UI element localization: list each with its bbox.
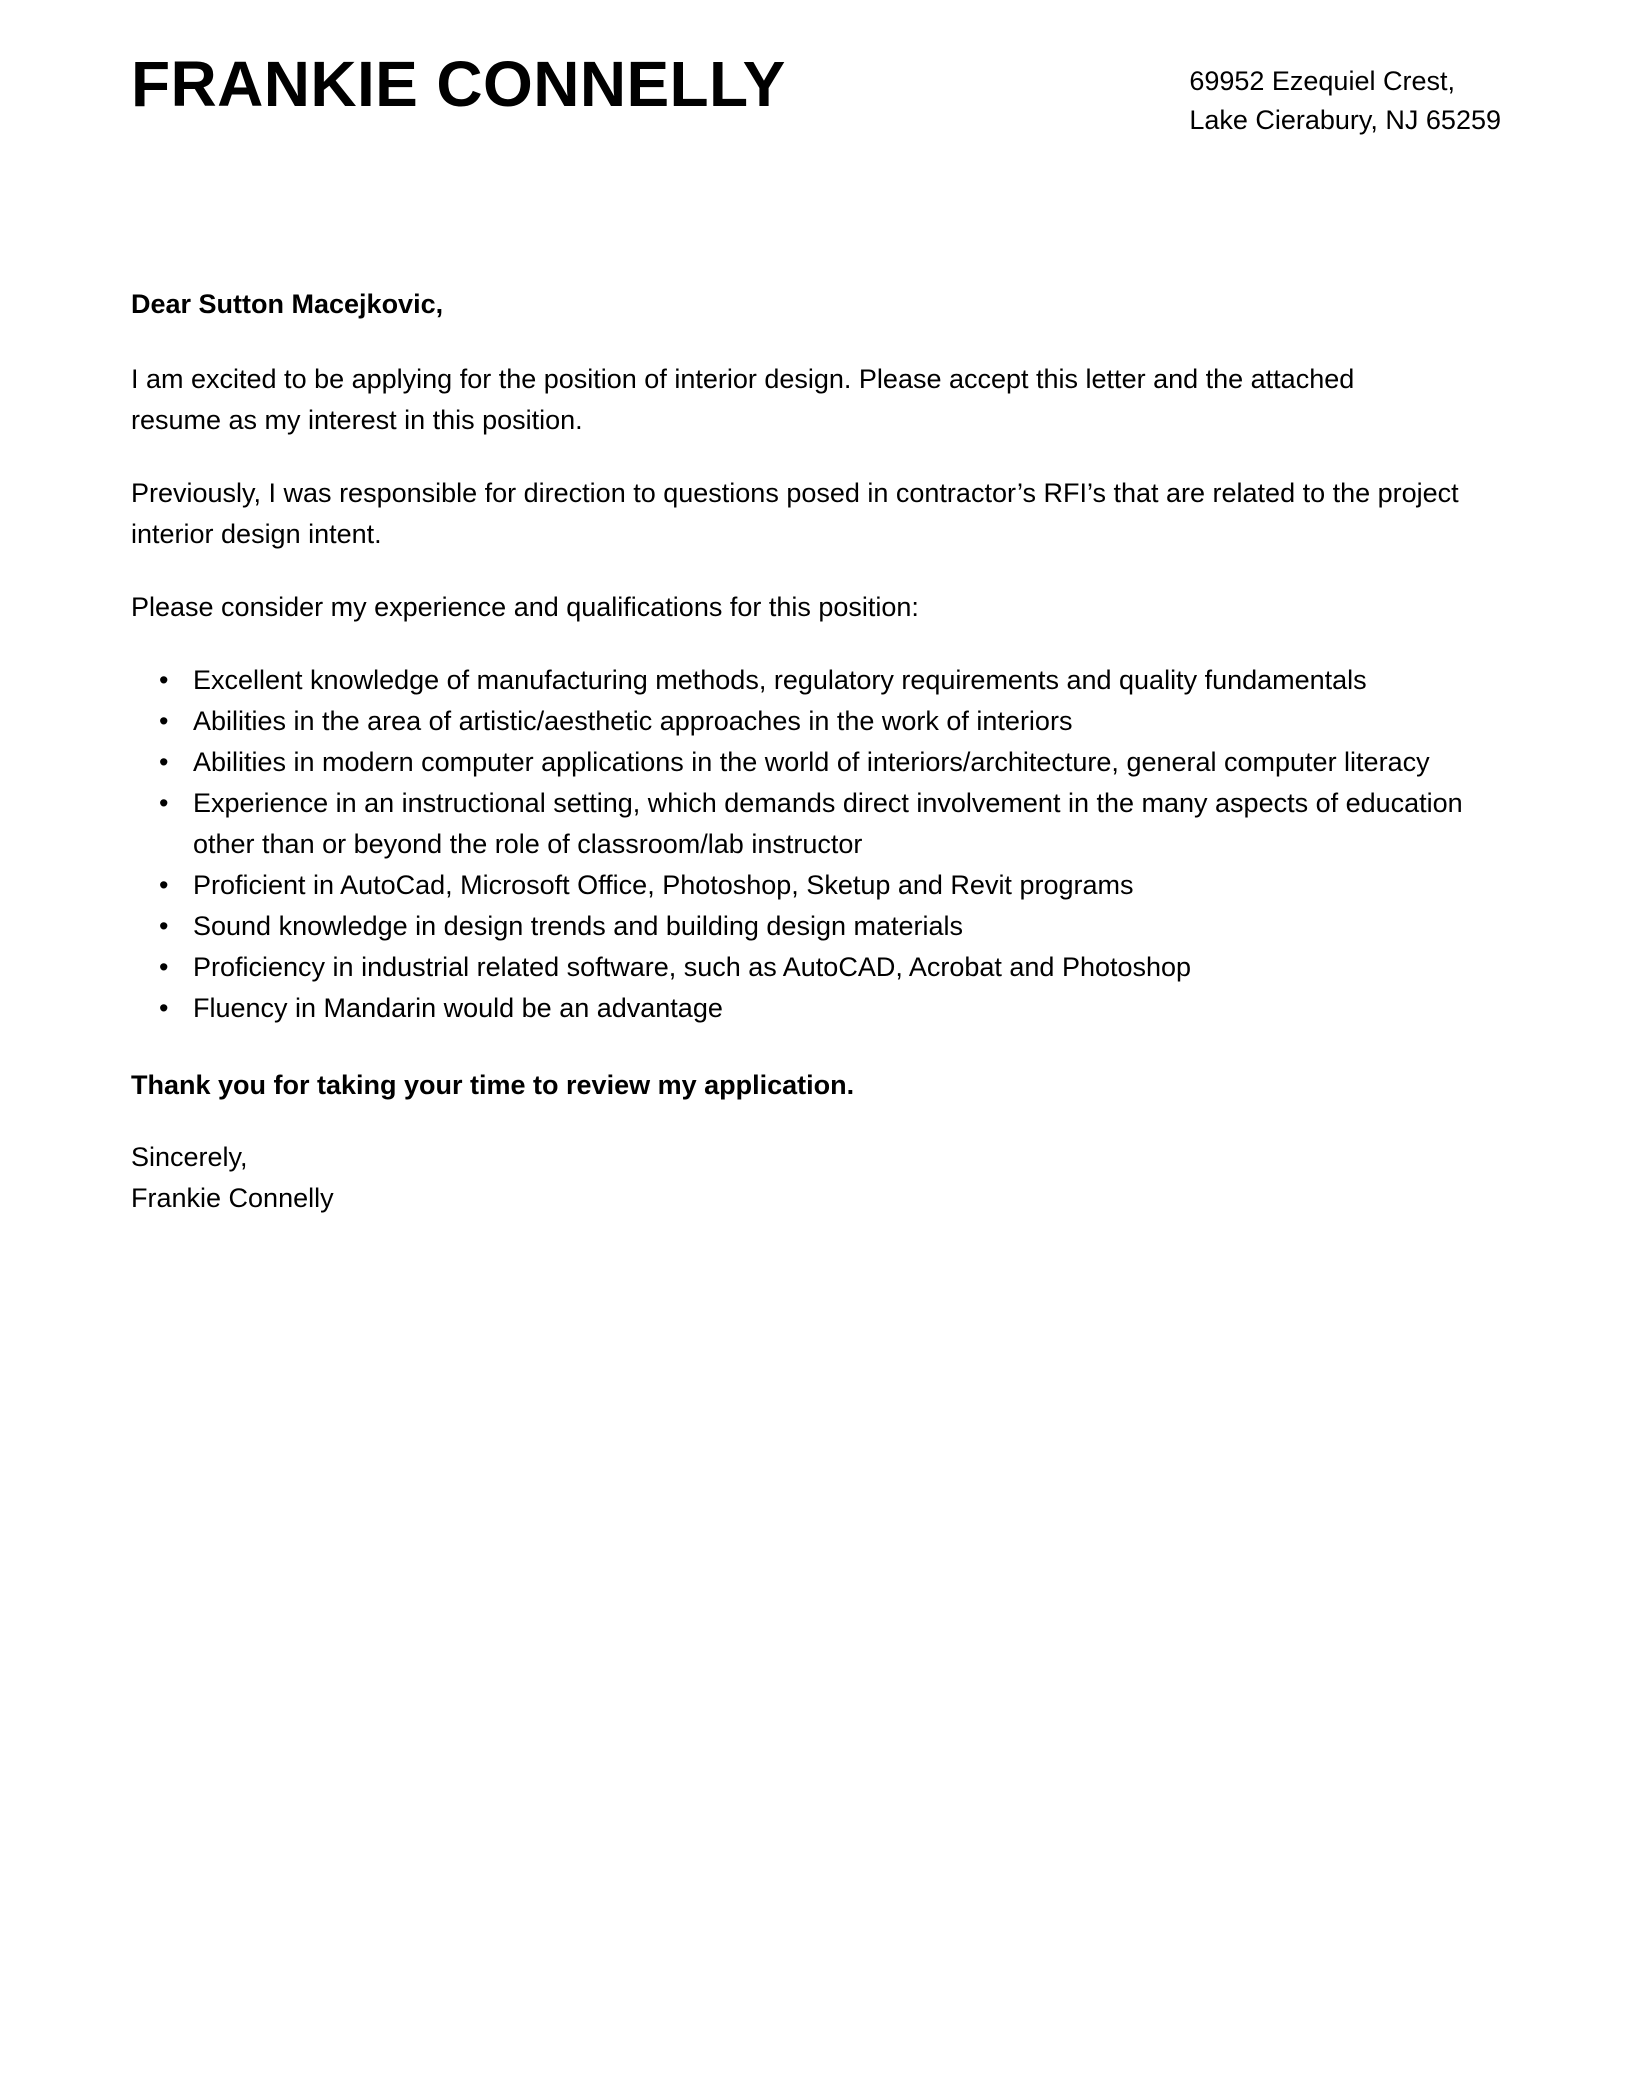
letter-header [131,0,1501,172]
letter-content [131,0,1501,1219]
paragraph-experience: Previously, I was responsible for direction to questions posed in contractor’s RFI’s that are related to the project interior design intent. [131,478,1459,550]
signature-block [131,1137,1501,1219]
signoff-closing: Sincerely, [131,1141,248,1172]
sender-address-line-1: 69952 Ezequiel Crest, [1189,66,1455,96]
salutation: Dear Sutton Macejkovic, [131,289,444,319]
qualifications-list [131,660,1471,1029]
list-item: • Proficient in AutoCad, Microsoft Office, Photoshop, Sketup and Revit programs [151,865,1471,906]
paragraph-qualifications-lead: Please consider my experience and qualifications for this position: [131,592,919,623]
signoff-name: Frankie Connelly [131,1182,334,1213]
list-item: • Abilities in modern computer applications in the world of interiors/architecture, general computer literacy [151,742,1471,783]
list-item: • Fluency in Mandarin would be an advantage [151,988,1471,1029]
thank-you-line: Thank you for taking your time to review my application. [131,1070,855,1101]
list-item: • Excellent knowledge of manufacturing methods, regulatory requirements and quality fundamentals [151,660,1471,701]
paragraph-intro: I am excited to be applying for the position of interior design. Please accept this letter and the attached resume as my interest in this position. [131,364,1355,436]
page-title: FRANKIE CONNELLY [131,48,786,120]
letter-body [131,284,1501,1219]
list-item: • Experience in an instructional setting, which demands direct involvement in the many aspects of education other than or beyond the role of classroom/lab instructor [151,783,1471,865]
list-item: • Sound knowledge in design trends and building design materials [151,906,1471,947]
list-item: • Abilities in the area of artistic/aesthetic approaches in the work of interiors [151,701,1471,742]
list-item: • Proficiency in industrial related software, such as AutoCAD, Acrobat and Photoshop [151,947,1471,988]
sender-address-line-2: Lake Cierabury, NJ 65259 [1189,105,1501,136]
sender-address-block [1189,52,1501,141]
